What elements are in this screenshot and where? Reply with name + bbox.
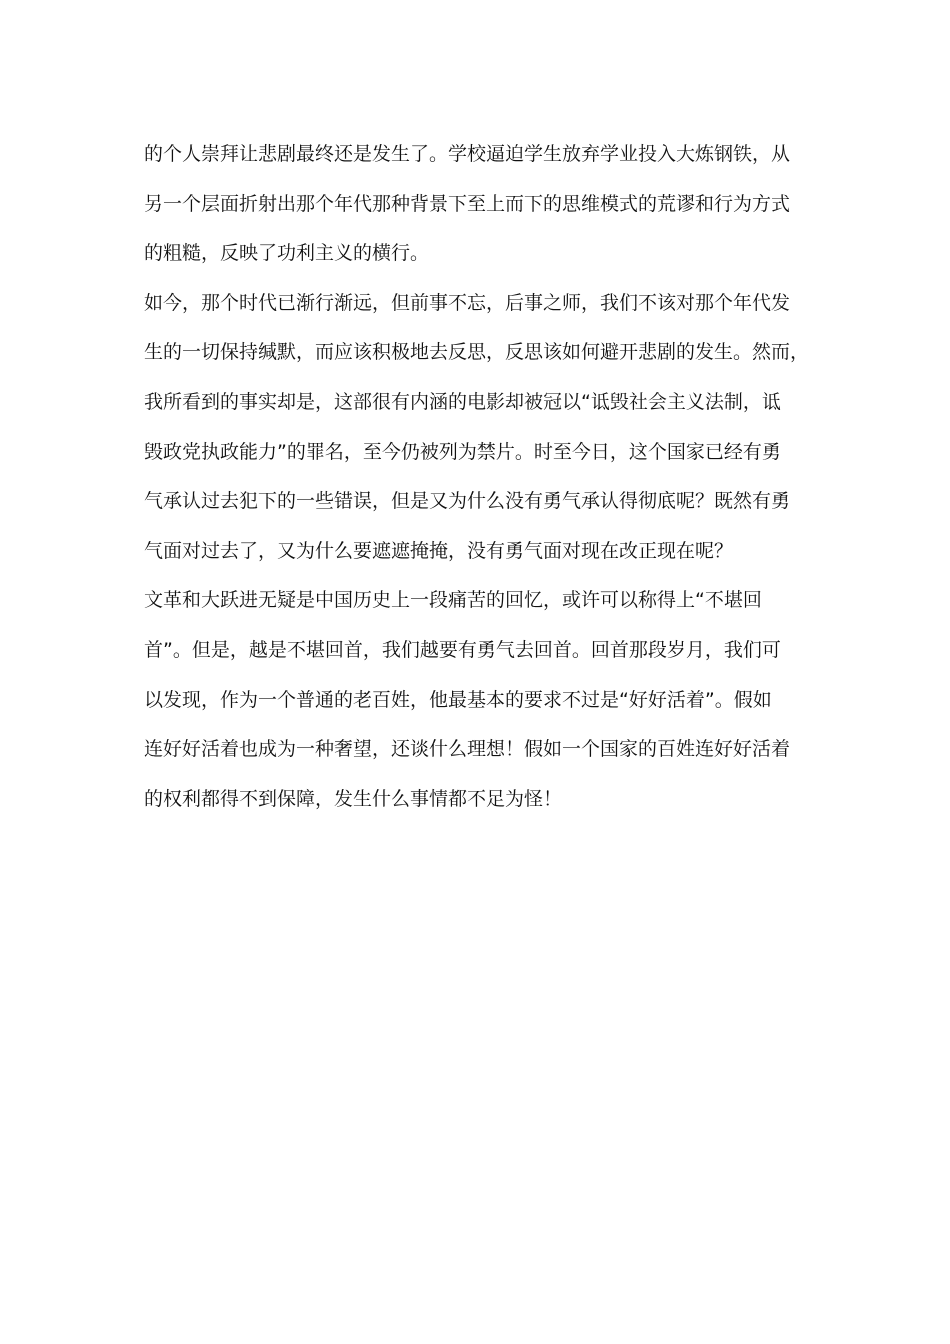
text-line: 的权利都得不到保障，发生什么事情都不足为怪！ bbox=[144, 787, 563, 810]
text-line: 另一个层面折射出那个年代那种背景下至上而下的思维模式的荒谬和行为方式 bbox=[144, 192, 791, 215]
text-line: 如今，那个时代已渐行渐远，但前事不忘，后事之师，我们不该对那个年代发 bbox=[144, 291, 791, 314]
text-line: 首”。但是，越是不堪回首，我们越要有勇气去回首。回首那段岁月，我们可 bbox=[144, 638, 781, 661]
text-line: 气承认过去犯下的一些错误，但是又为什么没有勇气承认得彻底呢？既然有勇 bbox=[144, 490, 791, 513]
text-line: 文革和大跃进无疑是中国历史上一段痛苦的回忆，或许可以称得上“不堪回 bbox=[144, 589, 762, 612]
text-line: 生的一切保持缄默，而应该积极地去反思，反思该如何避开悲剧的发生。然而， bbox=[144, 341, 810, 364]
text-line: 气面对过去了，又为什么要遮遮掩掩，没有勇气面对现在改正现在呢？ bbox=[144, 539, 734, 562]
text-line: 的个人崇拜让悲剧最终还是发生了。学校逼迫学生放弃学业投入大炼钢铁，从 bbox=[144, 143, 791, 165]
text-line: 的粗糙，反映了功利主义的横行。 bbox=[144, 242, 430, 265]
text-line: 我所看到的事实却是，这部很有内涵的电影却被冠以“诋毁社会主义法制，诋 bbox=[144, 390, 781, 413]
body-text bbox=[144, 130, 824, 824]
text-line: 以发现，作为一个普通的老百姓，他最基本的要求不过是“好好活着”。假如 bbox=[144, 688, 772, 711]
text-line: 连好好活着也成为一种奢望，还谈什么理想！假如一个国家的百姓连好好活着 bbox=[144, 738, 791, 761]
text-line: 毁政党执政能力”的罪名，至今仍被列为禁片。时至今日，这个国家已经有勇 bbox=[144, 440, 781, 463]
